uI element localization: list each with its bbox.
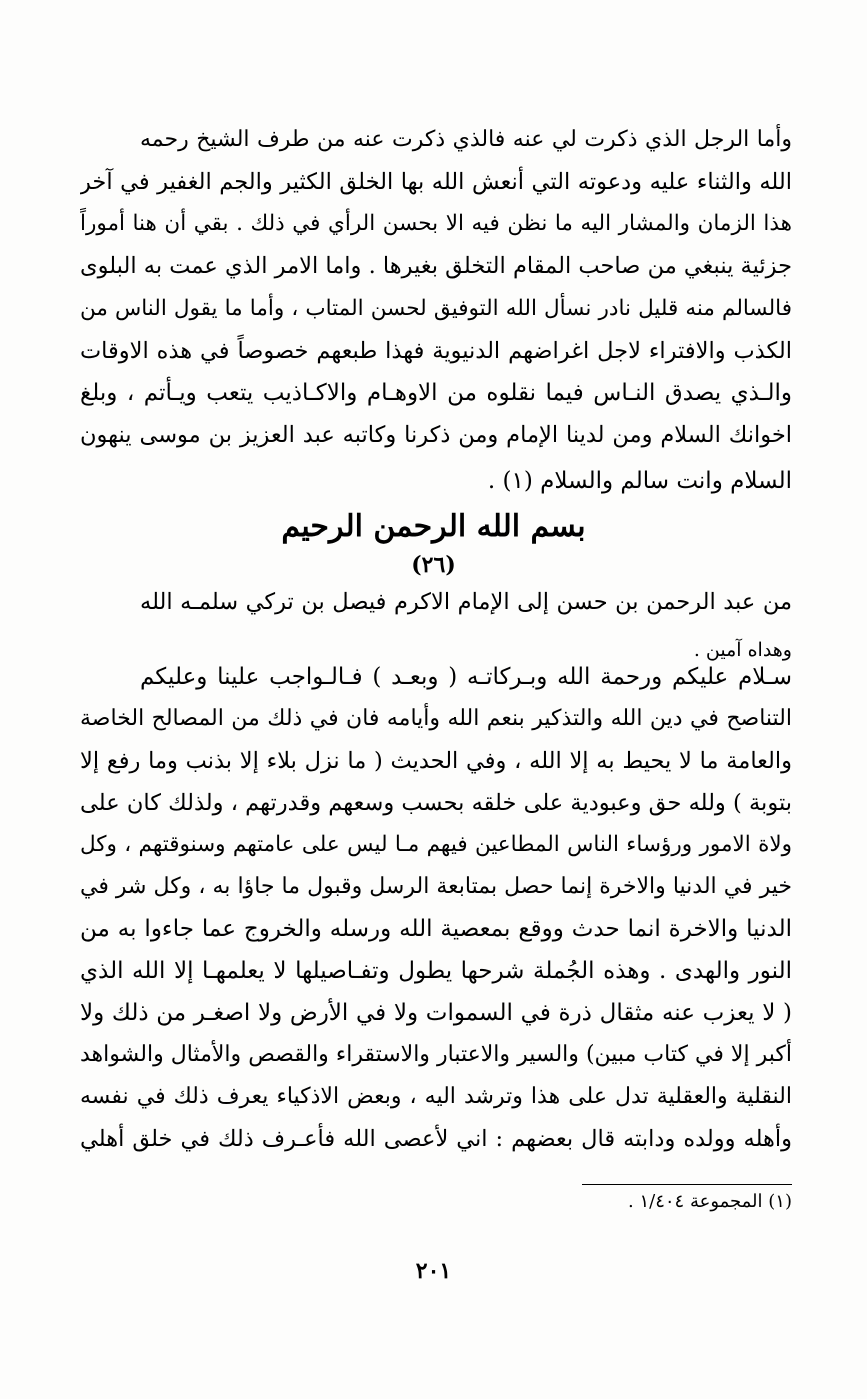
text-line: النور والهدى . وهذه الجُملة شرحها يطول وتفـاصيلها لا يعلمهـا إلا الله الذي	[80, 958, 792, 984]
footnote-divider	[582, 1184, 792, 1185]
footnote: (١) المجموعة ١/٤٠٤ .	[628, 1191, 792, 1212]
text-line: الكذب والافتراء لاجل اغراضهم الدنيوية فهذا طبعهم خصوصاً في هذه الاوقات	[80, 338, 792, 364]
text-line: ( لا يعزب عنه مثقال ذرة في السموات ولا في الأرض ولا اصغـر من ذلك ولا	[80, 1000, 792, 1026]
address-line: من عبد الرحمن بن حسن إلى الإمام الاكرم فيصل بن تركي سلمـه الله	[140, 589, 792, 615]
text-line: والـذي يصدق النـاس فيما نقلوه من الاوهـام والاكـاذيب يتعب ويـأتم ، وبلغ	[80, 380, 792, 406]
letter-number: (٢٦)	[411, 552, 456, 578]
text-line: سـلام عليكم ورحمة الله وبـركاتـه ( وبعـد ) فـالـواجب علينا وعليكم	[140, 664, 792, 690]
page-number: ٢٠١	[415, 1258, 452, 1284]
text-line: والعامة ما لا يحيط به إلا الله ، وفي الحديث ( ما نزل بلاء إلا بذنب وما رفع إلا	[80, 748, 792, 774]
text-line: التناصح في دين الله والتذكير بنعم الله وأيامه فان في ذلك من المصالح الخاصة	[80, 706, 792, 731]
text-line: وأهله وولده ودابته قال بعضهم : اني لأعصى الله فأعـرف ذلك في خلق أهلي	[80, 1126, 792, 1152]
text-line: هذا الزمان والمشار اليه ما نظن فيه الا بحسن الرأي في ذلك . بقي أن هنا أموراً	[80, 211, 792, 236]
basmala-heading: بسم الله الرحمن الرحيم	[281, 509, 586, 544]
text-line: أكبر إلا في كتاب مبين) والسير والاعتبار والاستقراء والقصص والأمثال والشواهد	[80, 1042, 792, 1067]
text-line: وأما الرجل الذي ذكرت لي عنه فالذي ذكرت عنه من طرف الشيخ رحمه	[140, 127, 792, 152]
text-line: السلام وانت سالم والسلام (١) .	[487, 468, 792, 494]
text-line: ولاة الامور ورؤساء الناس المطاعين فيهم مـا ليس على عامتهم وسنوقتهم ، وكل	[80, 832, 792, 857]
text-line: خير في الدنيا والاخرة إنما حصل بمتابعة الرسل وقبول ما جاؤا به ، وكل شر في	[80, 874, 792, 899]
text-line: جزئية ينبغي من صاحب المقام التخلق بغيرها . واما الامر الذي عمت به البلوى	[80, 253, 792, 279]
text-line: الله والثناء عليه ودعوته التي أنعش الله بها الخلق الكثير والجم الغفير في آخر	[80, 169, 792, 195]
text-line: فالسالم منه قليل نادر نسأل الله التوفيق لحسن المتاب ، وأما ما يقول الناس من	[80, 296, 792, 321]
text-line: اخوانك السلام ومن لدينا الإمام ومن ذكرنا وكاتبه عبد العزيز بن موسى ينهون	[80, 422, 792, 448]
address-line: وهداه آمين .	[693, 639, 792, 661]
text-line: النقلية والعقلية تدل على هذا وترشد اليه ، وبعض الاذكياء يعرف ذلك في نفسه	[80, 1084, 792, 1109]
text-line: بتوبة ) ولله حق وعبودية على خلقه بحسب وسعهم وقدرتهم ، ولذلك كان على	[80, 790, 792, 816]
text-line: الدنيا والاخرة انما حدث ووقع بمعصية الله ورسله والخروج عما جاءوا به من	[80, 916, 792, 942]
